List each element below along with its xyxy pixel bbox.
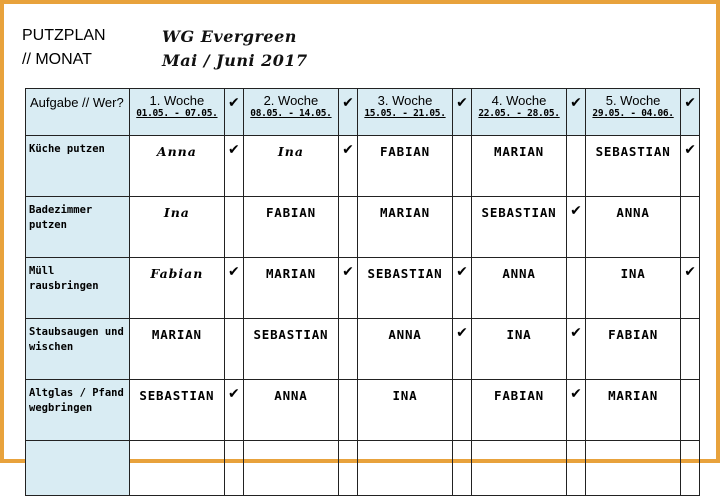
assignee-cell[interactable] xyxy=(471,441,566,496)
check-column-header: ✔ xyxy=(453,89,472,136)
check-cell[interactable] xyxy=(453,136,472,197)
assignee-cell[interactable] xyxy=(243,441,338,496)
table-header-row xyxy=(26,89,700,136)
week-1-header xyxy=(129,89,224,136)
table-row xyxy=(26,319,700,380)
assignee-cell[interactable]: INA xyxy=(357,380,452,441)
check-cell[interactable] xyxy=(453,441,472,496)
check-cell[interactable] xyxy=(567,441,586,496)
check-cell[interactable] xyxy=(453,197,472,258)
week-title: 3. Woche xyxy=(377,93,433,108)
week-range: 29.05. - 04.06. xyxy=(592,108,674,119)
assignee-cell[interactable]: Ina xyxy=(129,197,224,258)
check-cell[interactable] xyxy=(453,380,472,441)
check-cell[interactable]: ✔ xyxy=(225,136,244,197)
check-column-header: ✔ xyxy=(225,89,244,136)
assignee-cell[interactable]: SEBASTIAN xyxy=(585,136,680,197)
task-cell: Badezimmer putzen xyxy=(26,197,130,258)
assignee-cell[interactable]: MARIAN xyxy=(129,319,224,380)
week-3-header xyxy=(357,89,452,136)
assignee-cell[interactable]: FABIAN xyxy=(471,380,566,441)
week-title: 1. Woche xyxy=(149,93,205,108)
assignee-cell[interactable]: ANNA xyxy=(243,380,338,441)
check-cell[interactable] xyxy=(225,441,244,496)
assignee-cell[interactable]: FABIAN xyxy=(585,319,680,380)
check-cell[interactable]: ✔ xyxy=(567,380,586,441)
assignee-cell[interactable] xyxy=(357,441,452,496)
assignee-cell[interactable]: MARIAN xyxy=(243,258,338,319)
week-5-header xyxy=(585,89,680,136)
check-cell[interactable]: ✔ xyxy=(225,258,244,319)
check-cell[interactable] xyxy=(681,197,700,258)
check-cell[interactable] xyxy=(681,319,700,380)
check-cell[interactable]: ✔ xyxy=(567,197,586,258)
check-cell[interactable]: ✔ xyxy=(339,136,358,197)
check-cell[interactable] xyxy=(567,258,586,319)
assignee-cell[interactable]: SEBASTIAN xyxy=(129,380,224,441)
assignee-cell[interactable] xyxy=(585,441,680,496)
week-range: 15.05. - 21.05. xyxy=(364,108,446,119)
assignee-cell[interactable]: ANNA xyxy=(357,319,452,380)
plan-title-value: WG Evergreen xyxy=(162,26,297,46)
assignee-cell[interactable]: MARIAN xyxy=(585,380,680,441)
week-4-header xyxy=(471,89,566,136)
check-cell[interactable] xyxy=(339,380,358,441)
assignee-cell[interactable]: Anna xyxy=(129,136,224,197)
title-row xyxy=(22,24,308,48)
assignee-cell[interactable]: FABIAN xyxy=(357,136,452,197)
assignee-cell[interactable]: MARIAN xyxy=(357,197,452,258)
check-cell[interactable] xyxy=(339,441,358,496)
table-row xyxy=(26,136,700,197)
assignee-cell[interactable]: INA xyxy=(585,258,680,319)
check-cell[interactable] xyxy=(225,319,244,380)
week-range: 08.05. - 14.05. xyxy=(250,108,332,119)
check-column-header: ✔ xyxy=(339,89,358,136)
table-row xyxy=(26,197,700,258)
check-cell[interactable]: ✔ xyxy=(453,258,472,319)
task-cell: Altglas / Pfand wegbringen xyxy=(26,380,130,441)
assignee-cell[interactable] xyxy=(129,441,224,496)
check-column-header: ✔ xyxy=(567,89,586,136)
table-row xyxy=(26,380,700,441)
check-cell[interactable]: ✔ xyxy=(567,319,586,380)
check-cell[interactable]: ✔ xyxy=(681,258,700,319)
plan-header xyxy=(22,24,308,72)
assignee-cell[interactable]: MARIAN xyxy=(471,136,566,197)
assignee-cell[interactable]: SEBASTIAN xyxy=(243,319,338,380)
month-value: Mai / Juni 2017 xyxy=(162,50,308,70)
assignee-cell[interactable]: SEBASTIAN xyxy=(471,197,566,258)
cleaning-schedule-table xyxy=(25,88,700,496)
task-column-header: Aufgabe // Wer? xyxy=(26,89,130,136)
check-cell[interactable] xyxy=(681,441,700,496)
week-title: 4. Woche xyxy=(491,93,547,108)
month-row xyxy=(22,48,308,72)
check-column-header: ✔ xyxy=(681,89,700,136)
check-cell[interactable]: ✔ xyxy=(681,136,700,197)
check-cell[interactable] xyxy=(681,380,700,441)
week-title: 2. Woche xyxy=(263,93,319,108)
plan-title-label: PUTZPLAN xyxy=(22,27,106,44)
check-cell[interactable] xyxy=(225,197,244,258)
assignee-cell[interactable]: ANNA xyxy=(585,197,680,258)
check-cell[interactable]: ✔ xyxy=(225,380,244,441)
week-title: 5. Woche xyxy=(605,93,661,108)
check-cell[interactable]: ✔ xyxy=(453,319,472,380)
task-cell: Staubsaugen und wischen xyxy=(26,319,130,380)
task-cell: Müll rausbringen xyxy=(26,258,130,319)
check-cell[interactable] xyxy=(339,319,358,380)
assignee-cell[interactable]: SEBASTIAN xyxy=(357,258,452,319)
task-cell[interactable] xyxy=(26,441,130,496)
assignee-cell[interactable]: Fabian xyxy=(129,258,224,319)
month-label: // MONAT xyxy=(22,51,92,68)
table-row xyxy=(26,258,700,319)
week-2-header xyxy=(243,89,338,136)
check-cell[interactable]: ✔ xyxy=(339,258,358,319)
table-row xyxy=(26,441,700,496)
check-cell[interactable] xyxy=(339,197,358,258)
week-range: 22.05. - 28.05. xyxy=(478,108,560,119)
week-range: 01.05. - 07.05. xyxy=(136,108,218,119)
assignee-cell[interactable]: Ina xyxy=(243,136,338,197)
assignee-cell[interactable]: INA xyxy=(471,319,566,380)
assignee-cell[interactable]: ANNA xyxy=(471,258,566,319)
check-cell[interactable] xyxy=(567,136,586,197)
assignee-cell[interactable]: FABIAN xyxy=(243,197,338,258)
task-cell: Küche putzen xyxy=(26,136,130,197)
